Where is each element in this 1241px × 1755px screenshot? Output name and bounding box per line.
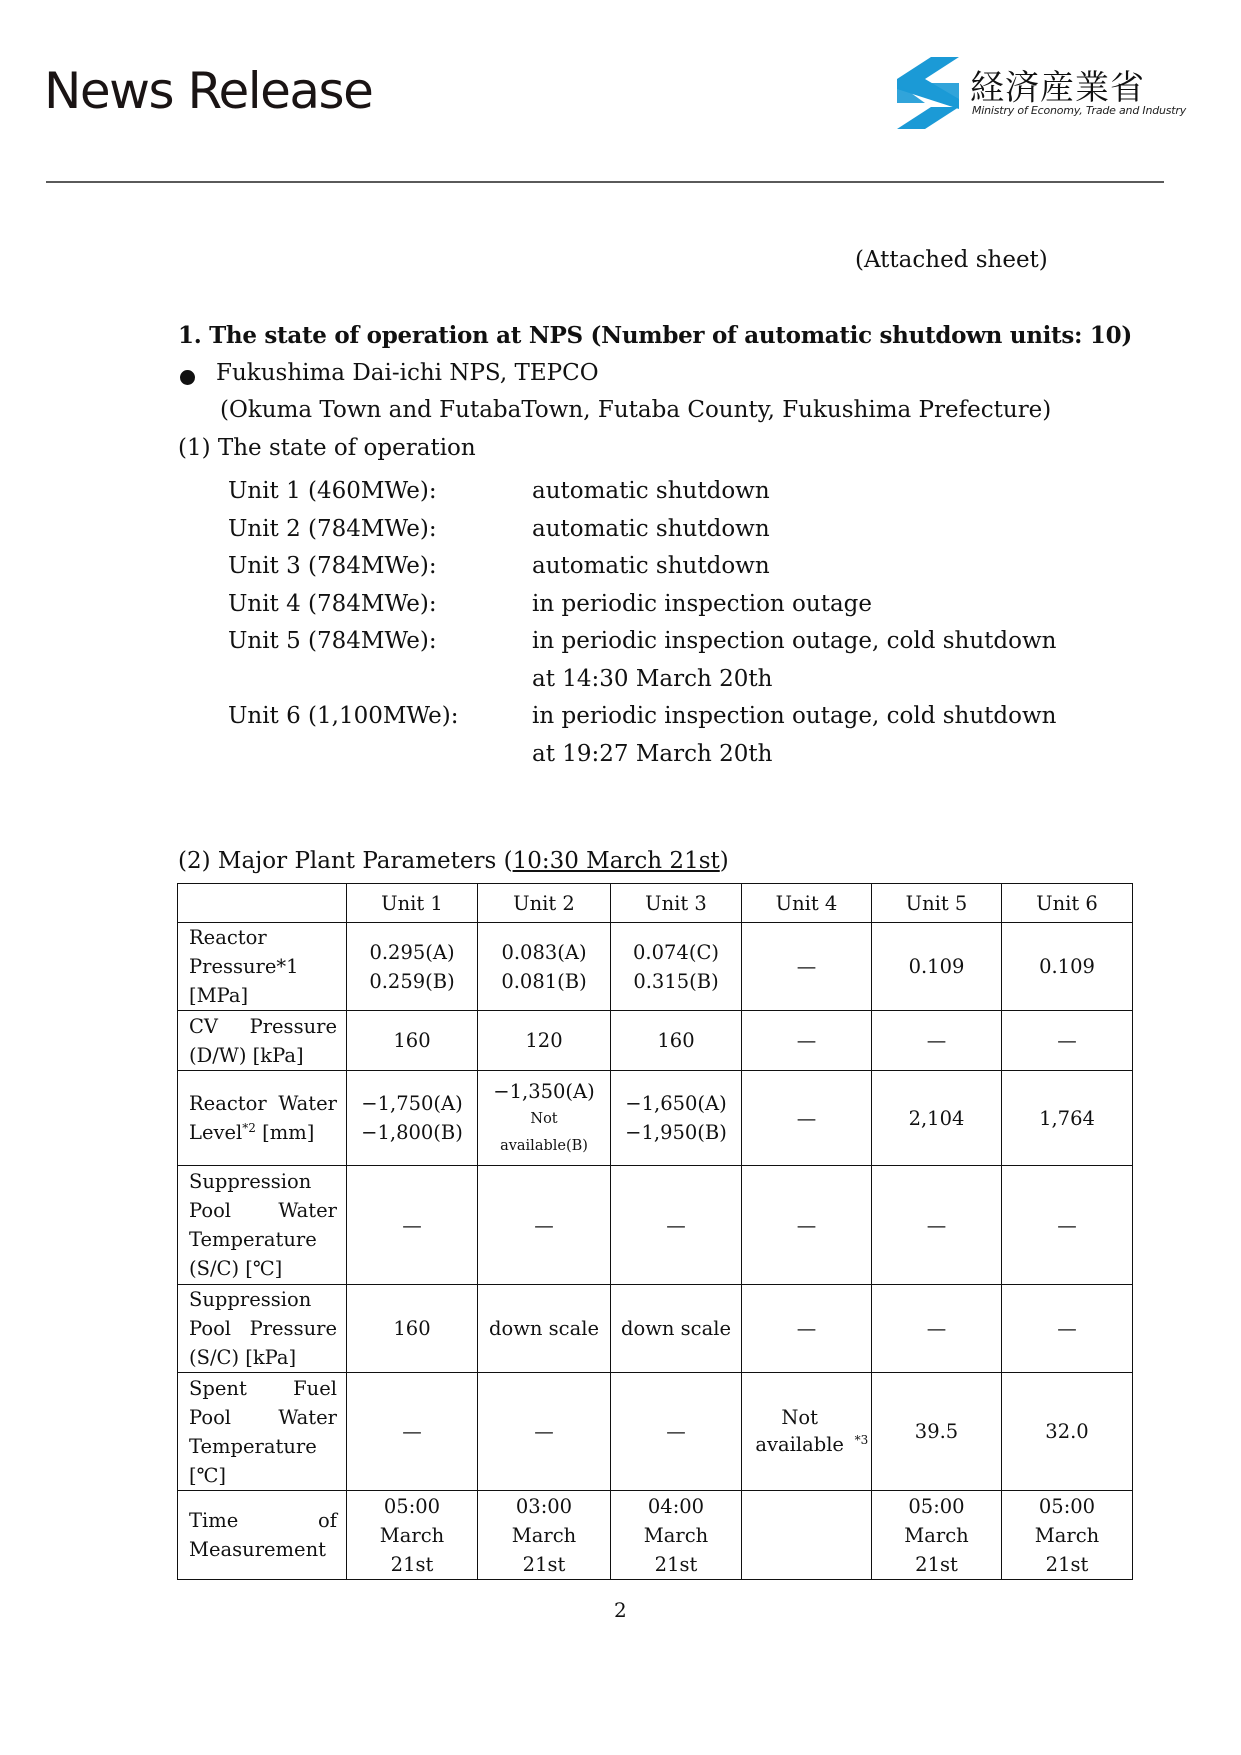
cell-line: 1,764	[1039, 1106, 1095, 1130]
unit-status-line: at 19:27 March 20th	[532, 740, 773, 767]
table-cell: —	[478, 1373, 611, 1491]
unit-label: Unit 6 (1,100MWe):	[228, 703, 459, 729]
cell-line: 03:00	[515, 1494, 573, 1518]
table-cell: —	[478, 1166, 611, 1285]
unit-label: Unit 1 (460MWe):	[228, 478, 437, 504]
parameters-subheading-prefix: (2) Major Plant Parameters (	[178, 848, 513, 874]
table-cell: —	[347, 1373, 478, 1491]
unit-status: automatic shutdown	[532, 478, 770, 504]
cell-line: 21st	[915, 1552, 958, 1576]
unit-status-row	[228, 473, 1132, 511]
logo-kanji-text: 経済産業省	[970, 68, 1145, 108]
row-label-text: Reactor Water Level	[189, 1092, 337, 1144]
row-label: Time of Measurement	[178, 1491, 347, 1580]
plant-location: (Okuma Town and FutabaTown, Futaba County, Fukushima Prefecture)	[220, 397, 1052, 423]
cell-line: Not	[530, 1110, 558, 1127]
table-cell	[611, 1071, 742, 1166]
header-divider	[46, 181, 1164, 183]
table-cell	[742, 1373, 872, 1491]
cell-line: −1,750(A)	[361, 1092, 463, 1115]
cell-line: March	[643, 1523, 709, 1547]
table-cell: down scale	[611, 1285, 742, 1373]
cell-line: −1,650(A)	[625, 1092, 727, 1115]
column-header: Unit 2	[478, 884, 611, 923]
row-label: Spent Fuel Pool Water Temperature [℃]	[178, 1373, 347, 1491]
unit-status-row	[228, 698, 1132, 773]
cell-line: 0.109	[1039, 955, 1095, 978]
column-header: Unit 4	[742, 884, 872, 923]
cell-line: 0.315(B)	[633, 969, 719, 993]
cell-line: 0.081(B)	[501, 969, 587, 993]
table-header-row	[178, 884, 1133, 923]
parameters-subheading-suffix: )	[719, 848, 729, 874]
cell-line: available(B)	[500, 1137, 588, 1154]
table-cell	[872, 1491, 1002, 1580]
page-number: 2	[614, 1598, 627, 1622]
footnote-marker: *3	[854, 1433, 869, 1447]
unit-status-row	[228, 623, 1132, 698]
column-header: Unit 5	[872, 884, 1002, 923]
cell-line: 05:00	[383, 1494, 441, 1518]
table-cell: 120	[478, 1011, 611, 1071]
cell-line: 04:00	[647, 1494, 705, 1518]
attached-sheet-label: (Attached sheet)	[855, 247, 1048, 273]
table-cell	[347, 1491, 478, 1580]
logo-top-band	[897, 57, 959, 79]
table-cell	[742, 1071, 872, 1166]
unit-label: Unit 2 (784MWe):	[228, 515, 437, 542]
unit-status: automatic shutdown	[532, 553, 770, 579]
unit-status-line: at 14:30 March 20th	[532, 665, 773, 692]
table-cell: —	[872, 1285, 1002, 1373]
plant-name: Fukushima Dai-ichi NPS, TEPCO	[216, 360, 599, 386]
unit-label: Unit 5 (784MWe):	[228, 628, 437, 654]
row-label-unit: [mm]	[255, 1121, 315, 1144]
unit-status-row	[228, 511, 1132, 549]
table-cell	[1002, 923, 1133, 1011]
table-cell	[1002, 1491, 1133, 1580]
table-row	[178, 1166, 1133, 1285]
unit-label: Unit 4 (784MWe):	[228, 590, 437, 617]
cell-line: 21st	[390, 1552, 434, 1576]
table-cell	[611, 923, 742, 1011]
cell-line: 0.083(A)	[501, 940, 587, 964]
bullet-icon	[180, 370, 195, 385]
unit-status	[532, 623, 1132, 698]
table-cell: 160	[347, 1285, 478, 1373]
table-cell	[872, 1071, 1002, 1166]
table-cell	[611, 1491, 742, 1580]
unit-label: Unit 3 (784MWe):	[228, 553, 437, 579]
row-label: Suppression Pool Pressure (S/C) [kPa]	[178, 1285, 347, 1373]
unit-status: automatic shutdown	[532, 515, 770, 542]
cell-line: −1,800(B)	[361, 1121, 463, 1144]
cell-line: −1,950(B)	[625, 1121, 727, 1144]
unit-status: in periodic inspection outage	[532, 590, 872, 617]
table-cell	[478, 1491, 611, 1580]
table-cell	[347, 923, 478, 1011]
row-label: CV Pressure (D/W) [kPa]	[178, 1011, 347, 1071]
unit-status-line: in periodic inspection outage, cold shutdown	[532, 703, 1057, 729]
unit-status-line: in periodic inspection outage, cold shutdown	[532, 628, 1057, 654]
cell-line: 21st	[522, 1552, 566, 1576]
table-cell: down scale	[478, 1285, 611, 1373]
table-row	[178, 1491, 1133, 1580]
section-heading: 1. The state of operation at NPS (Number of automatic shutdown units: 10)	[178, 322, 1132, 349]
table-row	[178, 1071, 1133, 1166]
table-cell	[1002, 1071, 1133, 1166]
unit-status-row	[228, 548, 1132, 586]
table-cell	[478, 923, 611, 1011]
table-cell	[742, 1491, 872, 1580]
cell-line: March	[1034, 1523, 1100, 1547]
unit-status	[532, 698, 1132, 773]
table-row	[178, 923, 1133, 1011]
table-cell: 160	[347, 1011, 478, 1071]
column-header: Unit 6	[1002, 884, 1133, 923]
table-cell: —	[347, 1166, 478, 1285]
cell-line: 21st	[1045, 1552, 1089, 1576]
cell-line: March	[379, 1523, 445, 1547]
column-header: Unit 3	[611, 884, 742, 923]
cell-line: −1,350(A)	[493, 1079, 595, 1103]
row-label	[178, 1071, 347, 1166]
table-cell: —	[742, 1011, 872, 1071]
row-label: Reactor Pressure*1 [MPa]	[178, 923, 347, 1011]
table-cell: —	[872, 1166, 1002, 1285]
logo-bottom-band	[897, 107, 959, 129]
cell-line: 2,104	[908, 1106, 965, 1130]
table-row	[178, 1285, 1133, 1373]
table-cell: —	[611, 1373, 742, 1491]
table-cell: —	[742, 1166, 872, 1285]
parameters-subheading	[178, 848, 729, 874]
cell-line: 21st	[654, 1552, 698, 1576]
table-cell	[478, 1071, 611, 1166]
cell-line: 0.295(A)	[369, 940, 455, 964]
row-label: Suppression Pool Water Temperature (S/C) [℃]	[178, 1166, 347, 1285]
column-header: Unit 1	[347, 884, 478, 923]
table-cell	[872, 923, 1002, 1011]
cell-line: 0.074(C)	[633, 940, 719, 964]
table-cell	[742, 923, 872, 1011]
operation-subheading: (1) The state of operation	[178, 435, 476, 461]
cell-line: 0.259(B)	[369, 969, 455, 993]
cell-line: March	[511, 1523, 577, 1547]
table-cell: 160	[611, 1011, 742, 1071]
cell-line: —	[796, 955, 817, 978]
table-cell: —	[611, 1166, 742, 1285]
cell-line: 05:00	[1038, 1494, 1096, 1518]
cell-text: Not available	[755, 1406, 844, 1456]
table-cell: 32.0	[1002, 1373, 1133, 1491]
table-cell	[347, 1071, 478, 1166]
table-cell: —	[1002, 1011, 1133, 1071]
table-cell: 39.5	[872, 1373, 1002, 1491]
news-release-title: News Release	[44, 62, 373, 120]
cell-line: March	[904, 1523, 969, 1547]
table-cell: —	[1002, 1285, 1133, 1373]
table-cell: —	[1002, 1166, 1133, 1285]
table-row	[178, 1011, 1133, 1071]
table-cell: —	[872, 1011, 1002, 1071]
column-header	[178, 884, 347, 923]
table-cell: —	[742, 1285, 872, 1373]
logo-english-text: Ministry of Economy, Trade and Industry	[972, 104, 1187, 117]
footnote-marker: *2	[242, 1121, 256, 1135]
cell-line: —	[796, 1106, 817, 1130]
unit-status-list	[228, 473, 1132, 773]
cell-line: 0.109	[908, 955, 965, 978]
unit-status-row	[228, 586, 1132, 624]
parameters-time: 10:30 March 21st	[512, 848, 720, 874]
table-row	[178, 1373, 1133, 1491]
plant-parameters-table	[177, 883, 1133, 1580]
cell-line: 05:00	[908, 1494, 965, 1518]
meti-logo-icon	[895, 55, 961, 131]
